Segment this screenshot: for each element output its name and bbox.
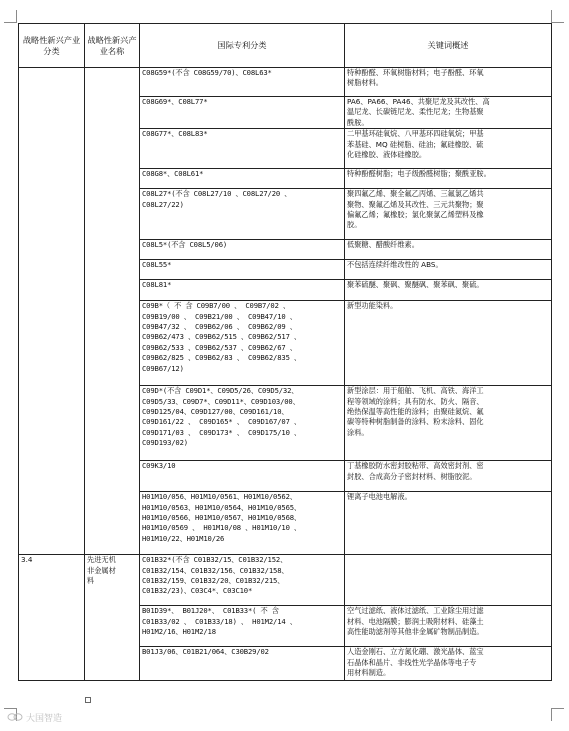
header-industry-category: 战略性新兴产业分类 <box>19 24 85 68</box>
ipc-code-cell <box>140 169 345 189</box>
ipc-code-cell <box>140 280 345 301</box>
keywords-line: 聚四氟乙烯、聚全氟乙丙烯、三氟氯乙烯共 <box>347 189 484 199</box>
ipc-code-cell <box>140 189 345 240</box>
ipc-code-cell <box>140 68 345 97</box>
ipc-code-line: H01M10/056、H01M10/0561、H01M10/0562、 <box>142 492 297 502</box>
ipc-code-line: B01J3/06、C01B21/064、C30B29/02 <box>142 647 269 657</box>
ipc-code-line: H01M10/0563、H01M10/0564、H01M10/0565、 <box>142 502 301 512</box>
ipc-code-line: H01M10/22、H01M10/26 <box>142 533 225 543</box>
ipc-code-cell <box>140 240 345 260</box>
ipc-code-line: C08L55* <box>142 260 172 270</box>
keywords-cell <box>345 461 552 492</box>
ipc-code-line: C01B32/159、C01B32/20、C01B32/215、 <box>142 576 285 586</box>
ipc-code-cell <box>140 129 345 169</box>
ipc-code-line: C08G8*、C08L61* <box>142 169 204 179</box>
ipc-code-line: C09D*(不含 C09D1*、C09D5/26、C09D5/32、 <box>142 386 299 396</box>
keywords-cell <box>345 301 552 386</box>
watermark <box>7 710 62 724</box>
keywords-line: 丁基橡胶防水密封胶粘带、高效密封剂、密 <box>347 461 484 471</box>
category-number: 3.4 <box>21 555 33 565</box>
keywords-line: 用材料制造。 <box>347 668 391 678</box>
industry-name-line: 料 <box>87 576 95 586</box>
keywords-cell <box>345 189 552 240</box>
keywords-line: 锂离子电池电解液。 <box>347 492 412 502</box>
keywords-line: 空气过滤纸、液体过滤纸、工业除尘用过滤 <box>347 606 484 616</box>
keywords-line: PA6、PA66、PA46、共聚尼龙及其改性、高 <box>347 97 490 106</box>
category-number-cell <box>19 555 85 681</box>
ipc-code-line: B01D39*、 B01J20*、 C01B33*( 不 含 <box>142 606 279 616</box>
ipc-code-line: C09D5/33、C09D7*、C09D11*、C09D103/00、 <box>142 396 300 406</box>
watermark-text: 大国智造 <box>26 713 63 724</box>
ipc-code-line: C08L27*(不含 C08L27/10 、C08L27/20 、 <box>142 189 292 199</box>
keywords-line: 绝热保温等高性能的涂料；由聚硅氮烷、氟 <box>347 407 484 417</box>
ipc-code-line: C09B*（ 不 含 C09B7/00 、 C09B7/02 、 <box>142 301 290 311</box>
ipc-code-line: C09B62/533 、C09B62/537 、C09B62/67 、 <box>142 342 297 352</box>
ipc-code-line: H01M10/0566、H01M10/0567、H01M10/0568、 <box>142 513 301 523</box>
keywords-line: 二甲基环硅氧烷、八甲基环四硅氧烷；甲基 <box>347 129 484 139</box>
keywords-line: 石晶体和晶片、非线性光学晶体等电子专 <box>347 657 477 667</box>
keywords-line: 碳等特种树脂制备的涂料、粉末涂料、固化 <box>347 417 484 427</box>
ipc-code-cell <box>140 260 345 280</box>
ipc-code-line: C01B33/02 、 C01B33/18) 、 H01M2/14 、 <box>142 616 297 626</box>
keywords-line: 胶。 <box>347 220 362 230</box>
ipc-code-line: C08G69*、C08L77* <box>142 97 208 106</box>
ipc-code-line: C09B62/473 、C09B62/515 、C09B62/517 、 <box>142 332 301 342</box>
keywords-cell <box>345 386 552 461</box>
ipc-code-line: C09D125/04、C09D127/00、C09D161/10、 <box>142 407 289 417</box>
keywords-cell <box>345 606 552 647</box>
keywords-cell <box>345 129 552 169</box>
ipc-code-cell <box>140 301 345 386</box>
ipc-code-cell <box>140 647 345 681</box>
crop-mark-bottom-right <box>551 708 564 721</box>
keywords-line: 特种酚醛树脂；电子级酚醛树脂；聚酰亚胺。 <box>347 169 491 179</box>
ipc-code-cell <box>140 461 345 492</box>
ipc-code-line: C09D161/22 、 C09D165* 、 C09D167/07 、 <box>142 417 301 427</box>
ipc-code-line: C01B32/23)、C03C4*、C03C10* <box>142 586 253 596</box>
industry-name-cell-continued <box>85 68 140 555</box>
ipc-code-line: C08L5*(不含 C08L5/06) <box>142 240 228 250</box>
industry-name-line: 先进无机 <box>87 555 116 565</box>
ipc-code-line: C09B19/00 、 C09B21/00 、 C09B47/10 、 <box>142 311 297 321</box>
keywords-line: 苯基硅、MQ 硅树脂、硅油；氟硅橡胶、硫 <box>347 139 484 149</box>
ipc-code-line: C09D193/02) <box>142 438 188 448</box>
keywords-line: 酰胺。 <box>347 117 369 127</box>
ipc-code-line: C08G77*、C08L83* <box>142 129 208 139</box>
keywords-cell <box>345 555 552 606</box>
keywords-line: 聚物、聚氟乙烯及其改性、三元共聚物；聚 <box>347 199 484 209</box>
ipc-code-cell <box>140 606 345 647</box>
crop-mark-top-left <box>4 10 17 23</box>
keywords-line: 低聚糖、醋酸纤维素。 <box>347 240 419 250</box>
ipc-code-line: C01B32/154、C01B32/156、C01B32/158、 <box>142 565 289 575</box>
keywords-line: 材料、电池隔膜；膨润土吸附材料、硅藻土 <box>347 616 484 626</box>
ipc-code-line: H01M10/0569 、 H01M10/08 、H01M10/10 、 <box>142 523 301 533</box>
header-ipc: 国际专利分类 <box>140 24 345 68</box>
ipc-code-line: C08G59*(不含 C08G59/70)、C08L63* <box>142 68 272 77</box>
keywords-cell <box>345 240 552 260</box>
keywords-line: 人造金刚石、立方氮化硼、激光晶体、蓝宝 <box>347 647 484 657</box>
header-keywords: 关键词概述 <box>345 24 552 68</box>
table-row <box>19 68 552 97</box>
keywords-cell <box>345 260 552 280</box>
ipc-code-cell <box>140 492 345 555</box>
keywords-line: 新型功能染料。 <box>347 301 398 311</box>
keywords-line: 偏氟乙烯；氟橡胶；氯化聚氯乙烯塑料及橡 <box>347 210 484 220</box>
keywords-line: 封胶、合成高分子密封材料、树脂胶泥。 <box>347 471 477 481</box>
keywords-cell <box>345 68 552 97</box>
keywords-line: 特种酚醛、环氧树脂材料；电子酚醛、环氧 <box>347 68 484 77</box>
crop-mark-top-right <box>551 10 564 23</box>
ipc-code-line: C09B47/32 、 C09B62/06 、 C09B62/09 、 <box>142 322 297 332</box>
industry-name-line: 非金属材 <box>87 565 116 575</box>
ipc-code-line: C09D171/03 、 C09D173* 、 C09D175/10 、 <box>142 427 301 437</box>
ipc-code-cell <box>140 555 345 606</box>
ipc-code-line: C09B62/825 、C09B62/83 、 C09B62/835 、 <box>142 353 301 363</box>
table-header-row <box>19 24 552 68</box>
watermark-logo-icon <box>7 712 23 722</box>
table-resize-handle[interactable] <box>85 697 91 703</box>
category-cell-continued <box>19 68 85 555</box>
industry-name-cell <box>85 555 140 681</box>
ipc-code-line: C01B32*(不含 C01B32/15、C01B32/152、 <box>142 555 288 565</box>
keywords-line: 化硅橡胶、液体硅橡胶。 <box>347 150 427 160</box>
table-row <box>19 555 552 606</box>
keywords-line: 涂料。 <box>347 427 369 437</box>
ipc-code-cell <box>140 386 345 461</box>
keywords-line: 不包括连续纤维改性的 ABS。 <box>347 260 443 270</box>
ipc-code-line: C09K3/10 <box>142 461 176 471</box>
ipc-code-line: C08L27/22) <box>142 199 184 209</box>
keywords-cell <box>345 492 552 555</box>
header-industry-name: 战略性新兴产业名称 <box>85 24 140 68</box>
keywords-line: 聚苯硫醚、聚砜、聚醚砜、聚苯砜、聚硫。 <box>347 280 484 290</box>
keywords-cell <box>345 280 552 301</box>
keywords-cell <box>345 169 552 189</box>
keywords-line: 高性能助滤剂等其他非金属矿物制品制造。 <box>347 627 484 637</box>
keywords-line: 新型涂层：用于船舶、飞机、高铁、海洋工 <box>347 386 484 396</box>
keywords-line: 树脂材料。 <box>347 78 383 88</box>
patent-classification-table <box>18 23 552 681</box>
ipc-code-cell <box>140 97 345 129</box>
ipc-code-line: H01M2/16、H01M2/18 <box>142 627 216 637</box>
keywords-cell <box>345 647 552 681</box>
keywords-line: 程等领域的涂料；具有防水、防火、隔音、 <box>347 396 484 406</box>
keywords-cell <box>345 97 552 129</box>
ipc-code-line: C08L81* <box>142 280 172 290</box>
keywords-line: 温尼龙、长碳链尼龙、柔性尼龙；生物基聚 <box>347 107 484 117</box>
table-body <box>19 68 552 681</box>
ipc-code-line: C09B67/12) <box>142 363 184 373</box>
